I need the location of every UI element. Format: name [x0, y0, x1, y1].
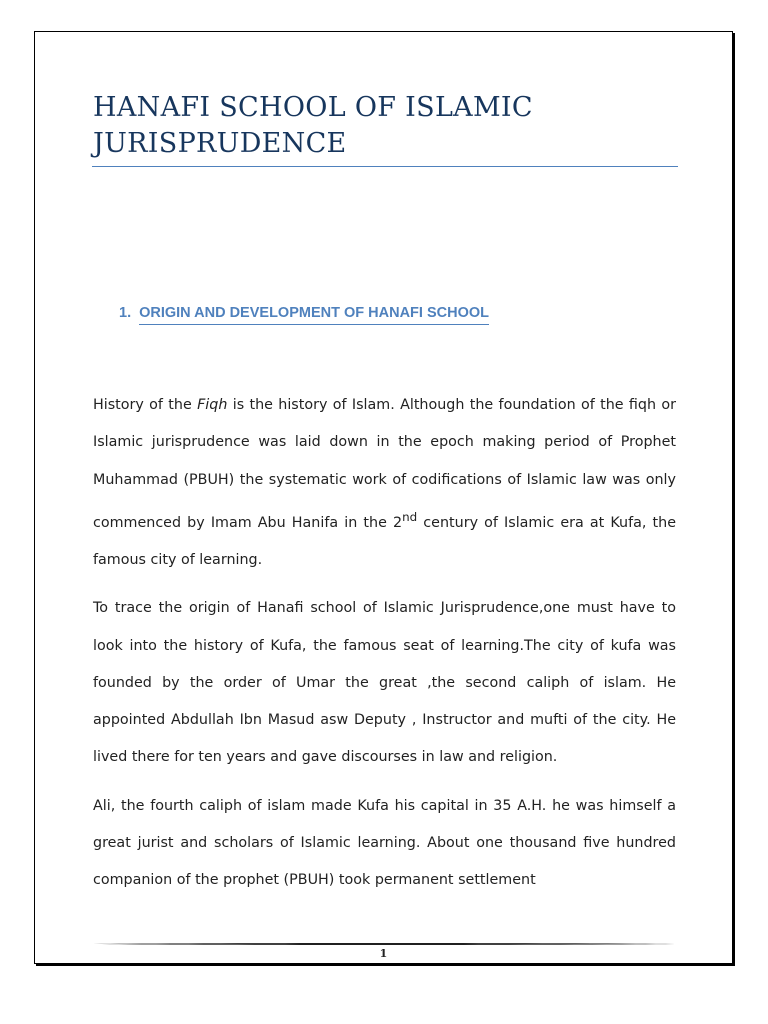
- section-heading-text[interactable]: ORIGIN AND DEVELOPMENT OF HANAFI SCHOOL: [139, 305, 489, 325]
- document-page: [34, 31, 733, 964]
- body-text: [93, 387, 676, 911]
- footer-rule: [93, 942, 675, 946]
- document-title: HANAFI SCHOOL OF ISLAMIC JURISPRUDENCE: [93, 92, 533, 159]
- title-underline: [92, 166, 678, 167]
- paragraph-1-middle: is the history of Islam. Although the foundation of the fiqh or Islamic jurisprudence was laid down in the epoch making period of Prophet Muhammad (PBUH) the systematic work of codifications of Islamic law was only commenced by Imam Abu Hanifa in the 2: [93, 397, 676, 531]
- ordinal-superscript: nd: [402, 509, 418, 524]
- paragraph-3: Ali, the fourth caliph of islam made Kufa his capital in 35 A.H. he was himself a great jurist and scholars of Islamic learning. About one thousand five hundred companion of the prophet (PBUH) took permanent settlement: [93, 797, 676, 889]
- section-number: 1.: [119, 305, 132, 321]
- paragraph-1-end: century of Islamic era at Kufa, the famous city of learning.: [93, 514, 676, 568]
- section-heading: [119, 305, 489, 325]
- paragraph-1-start: History of the: [93, 397, 198, 413]
- paragraph-2: To trace the origin of Hanafi school of Islamic Jurisprudence,one must have to look into the history of Kufa, the famous seat of learning.The city of kufa was founded by the order of Umar the great ,the second caliph of islam. He appointed Abdullah Ibn Masud asw Deputy , Instructor and mufti of the city. He lived there for ten years and gave discourses in law and religion.: [93, 600, 676, 766]
- footer-rule-shape: [93, 943, 675, 945]
- page-number: 1: [379, 947, 388, 960]
- fiqh-term: Fiqh: [197, 397, 228, 413]
- paragraph-1: [93, 387, 676, 579]
